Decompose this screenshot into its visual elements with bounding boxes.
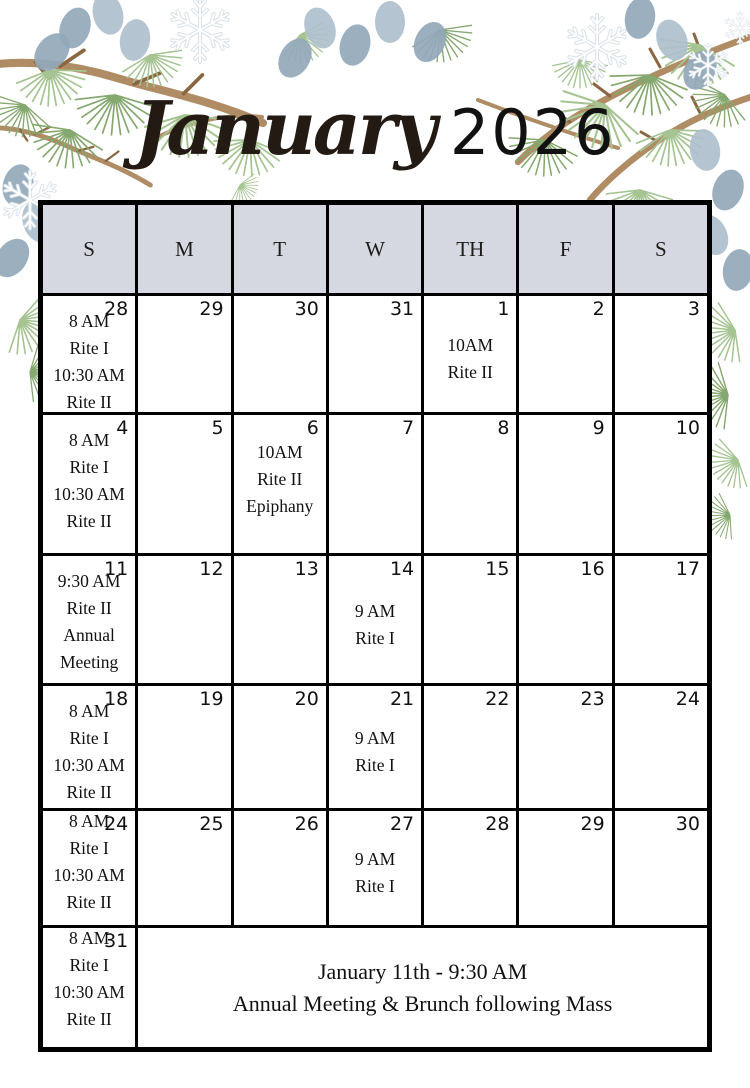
event-list bbox=[234, 835, 326, 925]
date-number: 19 bbox=[199, 688, 224, 710]
date-number: 7 bbox=[402, 417, 415, 439]
event-list bbox=[43, 811, 135, 925]
event-list bbox=[234, 439, 326, 553]
event-text: 10:30 AM bbox=[53, 982, 125, 1002]
calendar-cell bbox=[615, 811, 707, 925]
event-text: 9 AM bbox=[354, 849, 396, 869]
calendar-cell bbox=[615, 686, 707, 808]
date-number: 8 bbox=[497, 417, 510, 439]
event-text: Rite II bbox=[257, 469, 303, 489]
weekday-header: S bbox=[615, 205, 707, 293]
event-list bbox=[615, 710, 707, 808]
weekday-header: TH bbox=[424, 205, 516, 293]
calendar-cell bbox=[615, 415, 707, 553]
event-list bbox=[138, 835, 230, 925]
date-number: 4 bbox=[116, 417, 129, 439]
calendar-cell bbox=[329, 296, 421, 412]
calendar-cell bbox=[519, 811, 611, 925]
date-number: 21 bbox=[389, 688, 415, 710]
calendar-cell bbox=[424, 415, 516, 553]
date-number: 22 bbox=[485, 688, 510, 710]
calendar-cell bbox=[138, 556, 230, 683]
calendar-cell bbox=[234, 811, 326, 925]
date-number: 29 bbox=[580, 813, 605, 835]
event-text: Rite I bbox=[69, 457, 109, 477]
event-list bbox=[43, 427, 135, 553]
calendar-cell bbox=[43, 296, 135, 412]
calendar-cell bbox=[234, 556, 326, 683]
calendar-cell bbox=[138, 415, 230, 553]
date-number: 23 bbox=[580, 688, 605, 710]
calendar-cell bbox=[519, 415, 611, 553]
weekday-header: W bbox=[329, 205, 421, 293]
footer-note bbox=[138, 928, 707, 1047]
date-number: 20 bbox=[294, 688, 319, 710]
date-number: 30 bbox=[675, 813, 700, 835]
date-number: 31 bbox=[104, 930, 129, 952]
footer-note-line: January 11th - 9:30 AM bbox=[317, 958, 528, 984]
calendar-cell bbox=[615, 556, 707, 683]
footer-note-line: Annual Meeting & Brunch following Mass bbox=[232, 990, 613, 1016]
date-number: 13 bbox=[294, 558, 319, 580]
year-title: 2026 bbox=[449, 96, 616, 169]
date-number: 1 bbox=[497, 298, 510, 320]
event-text: Rite I bbox=[69, 338, 109, 358]
event-list bbox=[234, 710, 326, 808]
date-number: 18 bbox=[104, 688, 129, 710]
event-list bbox=[329, 439, 421, 553]
calendar-cell bbox=[615, 296, 707, 412]
calendar-cell bbox=[329, 556, 421, 683]
event-list bbox=[43, 308, 135, 412]
event-text: Rite I bbox=[69, 955, 109, 975]
calendar-cell bbox=[424, 556, 516, 683]
calendar-cell bbox=[138, 811, 230, 925]
event-list bbox=[424, 580, 516, 683]
date-number: 2 bbox=[592, 298, 605, 320]
date-number: 26 bbox=[294, 813, 319, 835]
date-number: 31 bbox=[389, 298, 415, 320]
weekday-header: S bbox=[43, 205, 135, 293]
calendar-grid bbox=[38, 200, 712, 1052]
event-list bbox=[138, 320, 230, 412]
event-text: Rite II bbox=[66, 511, 112, 531]
event-text: 10:30 AM bbox=[53, 365, 125, 385]
event-list bbox=[329, 710, 421, 794]
event-list bbox=[329, 580, 421, 669]
event-list bbox=[329, 835, 421, 911]
calendar-cell bbox=[424, 686, 516, 808]
event-list bbox=[43, 698, 135, 808]
snowflake-icon bbox=[169, 0, 231, 62]
event-text: 8 AM bbox=[68, 430, 110, 450]
event-text: 10:30 AM bbox=[53, 755, 125, 775]
calendar-cell bbox=[43, 928, 135, 1047]
event-text: Rite II bbox=[66, 392, 112, 412]
event-text: Epiphany bbox=[246, 496, 314, 516]
date-number: 10 bbox=[675, 417, 700, 439]
calendar-cell bbox=[138, 296, 230, 412]
event-text: Rite II bbox=[66, 598, 112, 618]
date-number: 30 bbox=[294, 298, 319, 320]
date-number: 25 bbox=[199, 813, 224, 835]
calendar-cell bbox=[234, 296, 326, 412]
event-list bbox=[519, 580, 611, 683]
event-list bbox=[138, 439, 230, 553]
event-text: Rite I bbox=[355, 627, 395, 648]
event-text: Rite II bbox=[66, 1009, 112, 1029]
calendar-cell bbox=[234, 415, 326, 553]
calendar-cell bbox=[329, 686, 421, 808]
event-text: Rite I bbox=[355, 876, 395, 896]
date-number: 24 bbox=[675, 688, 700, 710]
weekday-header: M bbox=[138, 205, 230, 293]
weekday-header: F bbox=[519, 205, 611, 293]
event-list bbox=[424, 439, 516, 553]
event-list bbox=[519, 439, 611, 553]
event-text: Rite II bbox=[447, 362, 493, 382]
event-list bbox=[424, 320, 516, 398]
event-list bbox=[234, 580, 326, 683]
event-text: Rite I bbox=[69, 838, 109, 858]
date-number: 28 bbox=[485, 813, 510, 835]
event-text: 8 AM bbox=[68, 311, 110, 331]
event-text: 10AM bbox=[256, 442, 303, 462]
date-number: 29 bbox=[199, 298, 224, 320]
event-text: 10:30 AM bbox=[53, 484, 125, 504]
date-number: 28 bbox=[104, 298, 129, 320]
date-number: 3 bbox=[687, 298, 700, 320]
event-text: Rite I bbox=[69, 728, 109, 748]
event-list bbox=[424, 710, 516, 808]
date-number: 12 bbox=[199, 558, 224, 580]
event-list bbox=[234, 320, 326, 412]
event-text: Rite I bbox=[355, 755, 395, 775]
month-title: January bbox=[134, 86, 434, 172]
date-number: 24 bbox=[104, 813, 129, 835]
event-list bbox=[424, 835, 516, 925]
event-list bbox=[329, 320, 421, 412]
event-text: 9:30 AM bbox=[57, 571, 121, 591]
date-number: 5 bbox=[211, 417, 224, 439]
date-number: 16 bbox=[580, 558, 605, 580]
event-text: 8 AM bbox=[68, 928, 110, 948]
event-list bbox=[43, 928, 135, 1047]
calendar-cell bbox=[43, 556, 135, 683]
event-text: 10AM bbox=[447, 335, 494, 355]
calendar-cell bbox=[43, 686, 135, 808]
calendar-cell bbox=[43, 811, 135, 925]
event-list bbox=[615, 835, 707, 925]
event-text: 9 AM bbox=[354, 600, 396, 621]
event-text: Meeting bbox=[59, 652, 119, 672]
event-text: 8 AM bbox=[68, 811, 110, 831]
event-list bbox=[519, 835, 611, 925]
date-number: 9 bbox=[592, 417, 605, 439]
date-number: 15 bbox=[485, 558, 510, 580]
calendar-cell bbox=[329, 811, 421, 925]
page-title bbox=[0, 86, 750, 172]
calendar-cell bbox=[424, 811, 516, 925]
event-list bbox=[519, 320, 611, 412]
event-list bbox=[615, 320, 707, 412]
event-list bbox=[138, 580, 230, 683]
event-text: 8 AM bbox=[68, 701, 110, 721]
event-list bbox=[615, 580, 707, 683]
event-text: 9 AM bbox=[354, 728, 396, 748]
event-list bbox=[138, 710, 230, 808]
calendar-cell bbox=[519, 686, 611, 808]
event-list bbox=[43, 568, 135, 683]
calendar-cell bbox=[519, 296, 611, 412]
calendar-cell bbox=[43, 415, 135, 553]
date-number: 14 bbox=[389, 558, 415, 580]
calendar-cell bbox=[138, 686, 230, 808]
calendar-cell bbox=[329, 415, 421, 553]
event-list bbox=[519, 710, 611, 808]
date-number: 17 bbox=[675, 558, 700, 580]
event-list bbox=[615, 439, 707, 553]
calendar-cell bbox=[519, 556, 611, 683]
event-text: Rite II bbox=[66, 892, 112, 912]
weekday-header: T bbox=[234, 205, 326, 293]
event-text: Annual bbox=[63, 625, 115, 645]
date-number: 6 bbox=[306, 417, 319, 439]
date-number: 27 bbox=[389, 813, 415, 835]
event-text: 10:30 AM bbox=[53, 865, 125, 885]
calendar-cell bbox=[424, 296, 516, 412]
calendar-cell bbox=[234, 686, 326, 808]
date-number: 11 bbox=[104, 558, 129, 580]
event-text: Rite II bbox=[66, 782, 112, 802]
